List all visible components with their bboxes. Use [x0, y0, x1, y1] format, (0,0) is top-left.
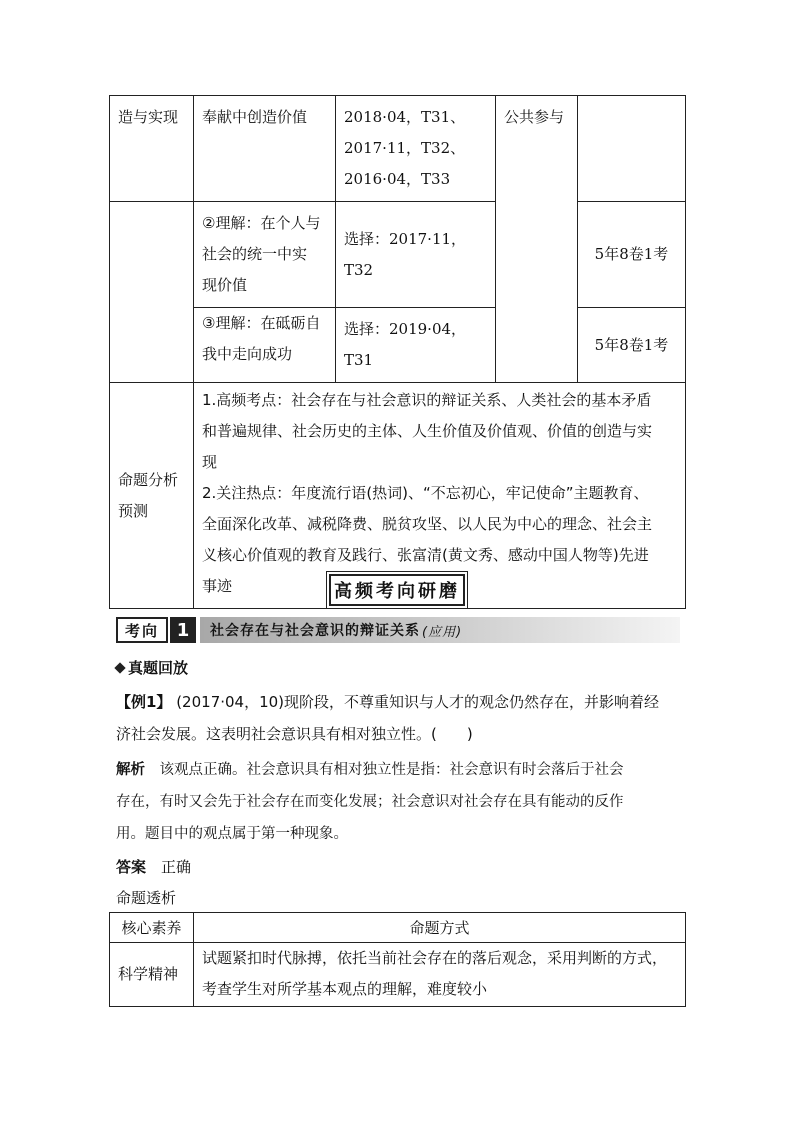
- example-label: 【例1】: [116, 693, 172, 711]
- table-row: [110, 943, 686, 1007]
- answer-label: 答案: [116, 858, 147, 876]
- table-header-row: [110, 913, 686, 943]
- exam-record-cell: 2018·04，T31、 2017·11，T32、 2016·04，T33: [336, 96, 496, 202]
- topic-number: 1: [170, 617, 196, 643]
- proposition-label: 命题透析: [116, 889, 177, 907]
- example-question: [116, 686, 686, 750]
- answer-value: 正确: [146, 858, 192, 876]
- topic-title-container: [200, 617, 680, 643]
- frequency-cell: 5年8卷1考: [578, 308, 686, 383]
- diamond-bullet-icon: [114, 662, 125, 673]
- analysis-line: 用。题目中的观点属于第一种现象。: [116, 826, 348, 842]
- analysis-line: 该观点正确。社会意识具有相对独立性是指：社会意识有时会落后于社会: [145, 762, 624, 778]
- analysis-label: 解析: [116, 762, 145, 778]
- exam-record-cell: 选择：2019·04，T31: [336, 308, 496, 383]
- table-row: [110, 202, 686, 308]
- frequency-cell: 5年8卷1考: [578, 202, 686, 308]
- example-line: 济社会发展。这表明社会意识具有相对独立性。( ): [116, 725, 473, 743]
- frequency-cell: [578, 96, 686, 202]
- table-row: [110, 96, 686, 202]
- header-cell-method: 命题方式: [194, 913, 686, 943]
- answer-line: [116, 851, 686, 883]
- literacy-cell: 科学精神: [110, 943, 194, 1007]
- header-cell-literacy: 核心素养: [110, 913, 194, 943]
- literacy-cell: 公共参与: [496, 96, 578, 383]
- review-label: 真题回放: [128, 659, 189, 677]
- requirement-cell: 奉献中创造价值: [194, 96, 336, 202]
- topic-header-bar: [116, 617, 680, 643]
- topic-cell-empty: [110, 308, 194, 383]
- table-row: [110, 308, 686, 383]
- proposition-table: [109, 912, 686, 1007]
- analysis-paragraph: [116, 754, 686, 850]
- curriculum-table: [109, 95, 686, 609]
- topic-application: (应用): [422, 624, 463, 640]
- requirement-cell: ②理解：在个人与 社会的统一中实 现价值: [194, 202, 336, 308]
- topic-title: 社会存在与社会意识的辩证关系: [210, 623, 420, 639]
- topic-tag: 考向: [116, 617, 168, 643]
- topic-cell-empty: [110, 202, 194, 308]
- method-cell: 试题紧扣时代脉搏，依托当前社会存在的落后观念，采用判断的方式， 考查学生对所学基本观点的理解，难度较小: [194, 943, 686, 1007]
- analysis-line: 存在，有时又会先于社会存在而变化发展；社会意识对社会存在具有能动的反作: [116, 794, 624, 810]
- analysis-content-cell: 1.高频考点：社会存在与社会意识的辩证关系、人类社会的基本矛盾 和普遍规律、社会历史的主体、人生价值及价值观、价值的创造与实 现 2.关注热点：年度流行语(热词)、“不忘初心，牢记使命”主题教育、 全面深化改革、减税降费、脱贫攻坚、以人民为中心的理念、社会主 义核心价值观的教育及践行、张富清(黄文秀、感动中国人物等)先进 事迹: [194, 383, 686, 609]
- section-title: 高频考向研磨: [329, 574, 465, 606]
- review-label-container: [116, 652, 686, 684]
- example-line: (2017·04，10)现阶段，不尊重知识与人才的观念仍然存在，并影响着经: [171, 693, 660, 711]
- topic-cell: 造与实现: [110, 96, 194, 202]
- exam-record-cell: 选择：2017·11，T32: [336, 202, 496, 308]
- analysis-label-cell: 命题分析 预测: [110, 383, 194, 609]
- requirement-cell: ③理解：在砥砺自 我中走向成功: [194, 308, 336, 383]
